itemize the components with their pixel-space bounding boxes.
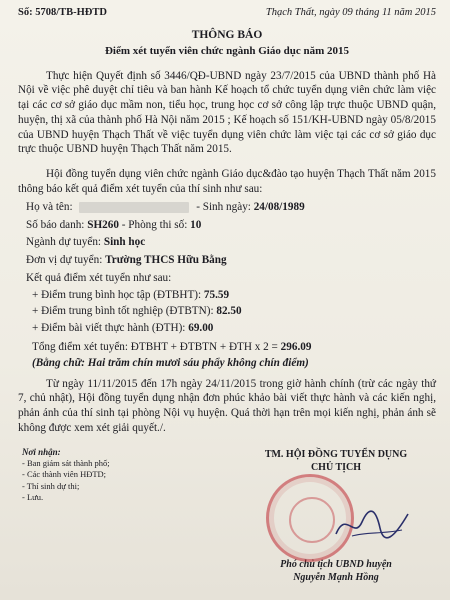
subject-value: Sinh học xyxy=(103,236,146,249)
score-label: + Điểm trung bình tốt nghiệp (ĐTBTN): xyxy=(32,305,214,318)
document-title: THÔNG BÁO xyxy=(191,28,263,41)
recipient-item: - Thí sinh dự thi; xyxy=(22,480,80,491)
score-label: + Điểm trung bình học tập (ĐTBHT): xyxy=(32,288,202,301)
score-item-dtbht xyxy=(18,288,436,303)
room-label: - Phòng thi số: xyxy=(121,218,188,231)
score-value: 82.50 xyxy=(216,305,242,318)
document-subtitle: Điểm xét tuyển viên chức ngành Giáo dục năm 2015 xyxy=(104,45,350,58)
footer-block xyxy=(18,446,436,585)
signature-block xyxy=(236,446,436,585)
candidate-sbd-line xyxy=(18,218,436,233)
sbd-value: SH260 xyxy=(87,218,119,231)
candidate-unit-line xyxy=(18,253,436,268)
results-intro: Kết quả điểm xét tuyển như sau: xyxy=(26,271,172,284)
name-label: Họ và tên: xyxy=(26,200,73,213)
sbd-label: Số báo danh: xyxy=(26,218,85,231)
unit-label: Đơn vị dự tuyển: xyxy=(26,254,103,267)
paragraph-legal-basis: Thực hiện Quyết định số 3446/QĐ-UBND ngày 23/7/2015 của UBND thành phố Hà Nội về việc phê duyệt chỉ tiêu và ban hành Kế hoạch tổ chức tuyển dụng viên chức làm việc tại các cơ sở giáo dục mầm non, tiểu học, trung học cơ sở công lập trực thuộc UBND quận, huyện, thị xã của thành phố Hà Nội năm 2015 ; Kế hoạch số 151/KH-UBND ngày 05/8/2015 của UBND huyện Thạch Thất về việc tuyển dụng viên chức làm việc tại các cơ sở giáo dục trực thuộc UBND huyện Thạch Thất năm 2015. xyxy=(18,69,436,156)
signing-role: CHỦ TỊCH xyxy=(310,461,362,473)
dob-value: 24/08/1989 xyxy=(253,200,305,213)
unit-value: Trường THCS Hữu Bằng xyxy=(105,254,227,267)
score-label: + Điểm bài viết thực hành (ĐTH): xyxy=(32,322,186,335)
score-value: 75.59 xyxy=(203,288,230,301)
signer-name: Nguyễn Mạnh Hồng xyxy=(293,572,379,584)
header-row xyxy=(18,6,436,20)
redacted-name xyxy=(79,202,189,213)
score-value: 69.00 xyxy=(188,322,214,335)
date-line: Thạch Thất, ngày 09 tháng 11 năm 2015 xyxy=(265,7,436,18)
candidate-name-line xyxy=(18,200,436,215)
score-item-dtbtn xyxy=(18,304,436,319)
total-in-words: (Bằng chữ: Hai trăm chín mươi sáu phẩy không chín điểm) xyxy=(32,356,309,369)
recipients-head: Nơi nhận: xyxy=(22,446,61,457)
room-value: 10 xyxy=(190,218,202,231)
candidate-subject-line xyxy=(18,235,436,250)
recipient-item: - Lưu. xyxy=(22,492,44,503)
recipients-list xyxy=(18,446,172,585)
total-label: Tổng điểm xét tuyển: ĐTBHT + ĐTBTN + ĐTH x 2 = xyxy=(32,341,278,354)
dob-label: - Sinh ngày: xyxy=(196,200,251,213)
total-score-line xyxy=(18,340,436,355)
paragraph-appeal: Từ ngày 11/11/2015 đến 17h ngày 24/11/2015 trong giờ hành chính (trừ các ngày thứ 7, chủ nhật), Hội đồng tuyển dụng nhận đơn phúc khảo bài viết thực hành và các kiến nghị, phản ánh của thí sinh tại phòng Nội vụ huyện. Quá thời hạn trên mọi kiến nghị, phản ánh sẽ không được xem xét giải quyết./. xyxy=(18,377,436,434)
document-number: Số: 5708/TB-HĐTD xyxy=(18,7,107,18)
handwritten-signature-icon xyxy=(332,504,412,544)
recipient-item: - Ban giám sát thành phố; xyxy=(22,457,110,468)
signing-org: TM. HỘI ĐỒNG TUYỂN DỤNG xyxy=(264,448,408,460)
stamp-area xyxy=(236,474,436,564)
signer-title: Phó chủ tịch UBND huyện xyxy=(280,559,392,571)
paragraph-announcement: Hội đồng tuyển dụng viên chức ngành Giáo dục&đào tạo huyện Thạch Thất năm 2015 thông báo kết quả điểm xét tuyển của thí sinh như sau: xyxy=(18,168,436,196)
score-item-dth xyxy=(18,321,436,336)
recipient-item: - Các thành viên HĐTD; xyxy=(22,469,107,480)
subject-label: Ngành dự tuyển: xyxy=(26,236,102,249)
total-value: 296.09 xyxy=(280,341,312,354)
stamp-star-icon xyxy=(289,497,335,543)
